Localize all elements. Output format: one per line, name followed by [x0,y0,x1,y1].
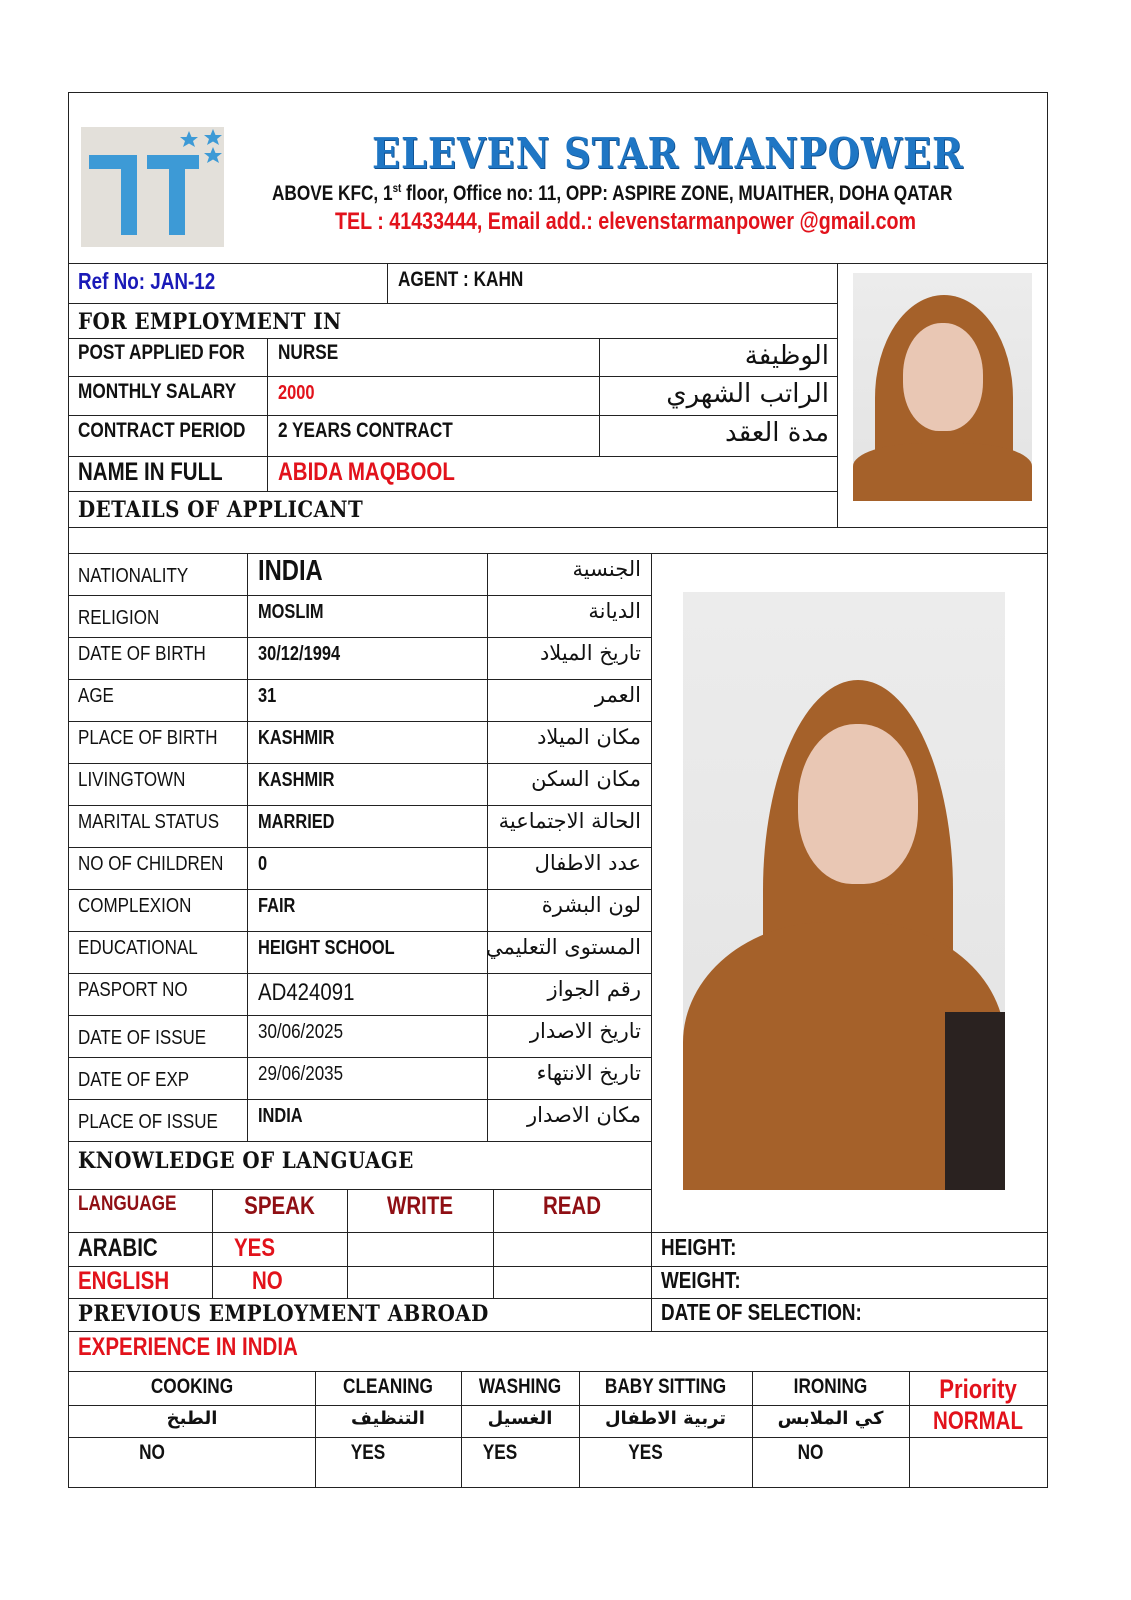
detail-label: NATIONALITY [78,565,189,587]
detail-arabic: الجنسية [572,557,641,581]
detail-arabic: تاريخ الميلاد [539,641,641,665]
experience-title: EXPERIENCE IN INDIA [78,1333,298,1361]
salary-value: 2000 [278,382,315,404]
detail-value: 30/06/2025 [258,1021,344,1043]
height-label: HEIGHT: [661,1234,737,1260]
detail-value: INDIA [258,555,323,587]
skill-arabic: الغسيل [487,1408,553,1429]
detail-arabic: مكان الميلاد [537,725,641,749]
detail-value: 29/06/2035 [258,1063,344,1085]
detail-arabic: تاريخ الانتهاء [536,1061,641,1085]
detail-value: KASHMIR [258,727,335,749]
detail-label: DATE OF ISSUE [78,1027,207,1049]
applicant-photo-large [683,592,1005,1190]
contract-value: 2 YEARS CONTRACT [278,419,453,442]
address-text: ABOVE KFC, 1 [272,182,393,205]
detail-label: PLACE OF ISSUE [78,1111,218,1133]
company-address [272,181,952,206]
skill-arabic: الطبخ [166,1408,218,1429]
name-label: NAME IN FULL [78,458,223,486]
eleven-star-logo-icon [81,127,224,247]
applicant-name: ABIDA MAQBOOL [278,458,455,486]
weight-label: WEIGHT: [661,1267,741,1293]
language-english: ENGLISH [78,1267,170,1295]
detail-arabic: العمر [594,683,641,707]
detail-value: MOSLIM [258,601,324,623]
detail-value: KASHMIR [258,769,335,791]
detail-value: 0 [258,853,268,875]
detail-label: DATE OF EXP [78,1069,190,1091]
priority-value: NORMAL [933,1407,1023,1435]
detail-value: AD424091 [258,979,355,1006]
language-header: LANGUAGE [78,1192,177,1215]
detail-label: DATE OF BIRTH [78,643,206,665]
detail-label: PASPORT NO [78,979,188,1001]
detail-arabic: رقم الجواز [547,977,641,1001]
language-arabic: ARABIC [78,1234,158,1262]
detail-label: COMPLEXION [78,895,192,917]
salary-arabic: الراتب الشهري [666,379,829,409]
skill-label: COOKING [150,1375,234,1398]
read-header: READ [542,1192,602,1220]
detail-arabic: لون البشرة [541,893,641,917]
skill-label: WASHING [478,1375,562,1398]
selection-label: DATE OF SELECTION: [661,1299,862,1325]
section-employment-title: FOR EMPLOYMENT IN [78,309,342,335]
skill-value: YES [628,1441,663,1464]
detail-arabic: تاريخ الاصدار [529,1019,641,1043]
skill-value: NO [797,1441,824,1464]
section-language-title: KNOWLEDGE OF LANGUAGE [78,1148,414,1174]
section-details-title: DETAILS OF APPLICANT [78,497,364,523]
detail-arabic: مكان السكن [531,767,641,791]
detail-value: FAIR [258,895,296,917]
post-label: POST APPLIED FOR [78,341,245,364]
detail-arabic: الديانة [588,599,641,623]
detail-label: AGE [78,685,114,707]
detail-label: PLACE OF BIRTH [78,727,218,749]
detail-label: NO OF CHILDREN [78,853,224,875]
contract-arabic: مدة العقد [725,418,829,448]
skill-arabic: تربية الاطفال [604,1408,727,1429]
arabic-speak: YES [234,1234,276,1262]
detail-label: EDUCATIONAL [78,937,198,959]
company-logo [81,127,224,247]
skill-value: YES [482,1441,518,1464]
application-form [68,92,1048,1488]
post-value: NURSE [278,341,339,364]
contract-label: CONTRACT PERIOD [78,419,246,442]
applicant-photo-small [853,273,1032,501]
priority-label: Priority [939,1374,1017,1404]
detail-value: 30/12/1994 [258,643,341,665]
detail-arabic: الحالة الاجتماعية [498,809,641,833]
detail-label: RELIGION [78,607,160,629]
salary-label: MONTHLY SALARY [78,380,237,403]
detail-arabic: مكان الاصدار [527,1103,641,1127]
skill-label: IRONING [793,1375,868,1398]
address-sup: st [392,181,402,195]
skill-value: NO [139,1441,165,1464]
detail-arabic: المستوى التعليمي [485,935,641,959]
skill-value: YES [350,1441,386,1464]
speak-header: SPEAK [244,1192,315,1220]
detail-value: 31 [258,685,277,707]
detail-arabic: عدد الاطفال [534,851,641,875]
write-header: WRITE [386,1192,454,1220]
detail-label: LIVINGTOWN [78,769,186,791]
agent-name: AGENT : KAHN [398,268,524,291]
section-previous-title: PREVIOUS EMPLOYMENT ABROAD [78,1301,489,1327]
skill-label: BABY SITTING [604,1375,727,1398]
post-arabic: الوظيفة [744,341,829,371]
address-text-rest: floor, Office no: 11, OPP: ASPIRE ZONE, MUAITHER, DOHA QATAR [401,182,953,205]
skill-arabic: التنظيف [351,1408,425,1429]
detail-label: MARITAL STATUS [78,811,220,833]
english-speak: NO [252,1267,283,1295]
company-contact: TEL : 41433444, Email add.: elevenstarmanpower @gmail.com [335,208,917,235]
company-name: ELEVEN STAR MANPOWER [372,129,964,178]
detail-value: INDIA [258,1105,303,1127]
detail-value: HEIGHT SCHOOL [258,937,395,959]
detail-value: MARRIED [258,811,335,833]
skill-label: CLEANING [343,1375,433,1398]
skill-arabic: كي الملابس [777,1408,884,1429]
ref-number: Ref No: JAN-12 [78,268,216,294]
